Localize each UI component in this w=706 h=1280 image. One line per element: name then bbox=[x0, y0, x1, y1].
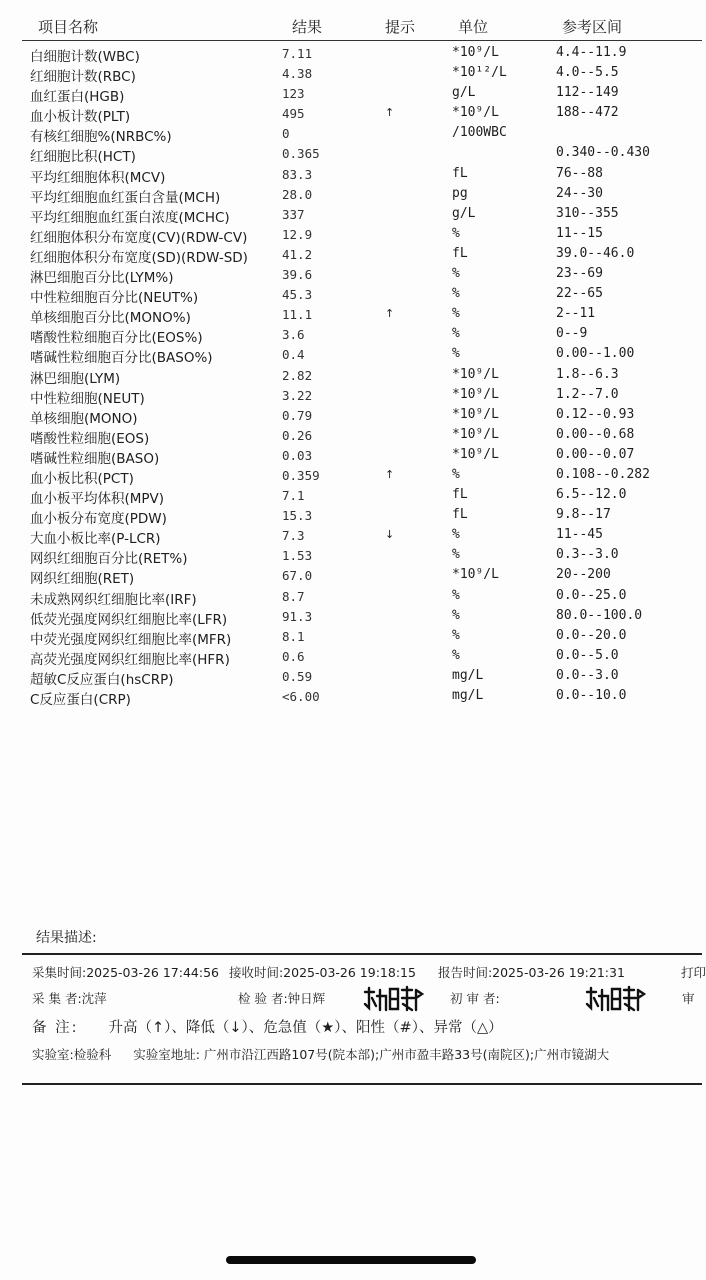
receive-time: 接收时间:2025-03-26 19:18:15 bbox=[228, 965, 416, 980]
final-review-label: 审 bbox=[682, 991, 695, 1006]
test-flag: ↑ bbox=[385, 106, 395, 120]
print-label: 打印 bbox=[681, 965, 706, 980]
test-unit: fL bbox=[452, 507, 468, 523]
test-name: 单核细胞(MONO) bbox=[30, 410, 138, 427]
test-result: 0.4 bbox=[282, 347, 305, 363]
test-unit: *10¹²/L bbox=[452, 65, 507, 81]
test-result: 495 bbox=[282, 106, 305, 122]
test-unit: % bbox=[452, 225, 460, 241]
test-name: C反应蛋白(CRP) bbox=[30, 692, 131, 708]
test-name: 血小板比积(PCT) bbox=[30, 470, 134, 487]
table-row bbox=[0, 124, 702, 144]
table-row bbox=[0, 84, 702, 104]
test-result: 0.365 bbox=[282, 146, 320, 162]
table-row bbox=[0, 185, 702, 205]
test-unit: *10⁹/L bbox=[452, 105, 499, 121]
table-row bbox=[0, 265, 702, 285]
test-name: 血小板计数(PLT) bbox=[30, 109, 131, 126]
test-name: 未成熟网织红细胞比率(IRF) bbox=[30, 591, 197, 608]
test-name: 血红蛋白(HGB) bbox=[30, 89, 125, 106]
test-name: 网织红细胞(RET) bbox=[30, 571, 135, 588]
test-reference: 310--355 bbox=[556, 205, 619, 221]
test-result: 39.6 bbox=[282, 267, 313, 283]
test-unit: mg/L bbox=[452, 688, 484, 703]
test-result: 8.1 bbox=[282, 628, 305, 644]
test-result: 12.9 bbox=[282, 226, 313, 242]
test-name: 红细胞比积(HCT) bbox=[30, 149, 136, 166]
table-row bbox=[0, 285, 702, 305]
test-reference: 11--45 bbox=[556, 527, 603, 543]
notes-label: 备 注: bbox=[32, 1020, 79, 1036]
test-name: 中荧光强度网织红细胞比率(MFR) bbox=[30, 631, 232, 648]
test-name: 嗜碱性粒细胞(BASO) bbox=[30, 450, 160, 467]
table-row bbox=[0, 406, 702, 426]
header-ref: 参考区间 bbox=[562, 18, 623, 36]
test-name: 网织红细胞百分比(RET%) bbox=[30, 551, 188, 568]
test-result: 4.38 bbox=[282, 66, 313, 82]
lab-name: 实验室:检验科 bbox=[32, 1047, 112, 1062]
test-reference: 22--65 bbox=[556, 286, 603, 302]
table-row bbox=[0, 486, 702, 506]
test-unit: *10⁹/L bbox=[452, 406, 499, 422]
test-reference: 4.4--11.9 bbox=[556, 45, 627, 60]
test-reference: 4.0--5.5 bbox=[556, 65, 619, 81]
table-row bbox=[0, 607, 702, 627]
test-unit: *10⁹/L bbox=[452, 45, 499, 60]
test-flag: ↑ bbox=[385, 467, 395, 481]
test-unit: fL bbox=[452, 487, 468, 503]
table-row bbox=[0, 446, 702, 466]
test-flag: ↓ bbox=[385, 528, 395, 542]
test-reference: 1.2--7.0 bbox=[556, 386, 619, 402]
test-result: 83.3 bbox=[282, 166, 313, 182]
test-reference: 0.108--0.282 bbox=[556, 466, 650, 482]
test-unit: % bbox=[452, 306, 460, 322]
notes-text: 升高（↑）、降低（↓）、危急值（★）、阳性（#）、异常（△） bbox=[108, 1020, 503, 1036]
test-result: 11.1 bbox=[282, 307, 313, 323]
test-result: 28.0 bbox=[282, 186, 313, 202]
test-name: 嗜酸性粒细胞(EOS) bbox=[30, 430, 150, 447]
table-row bbox=[0, 225, 702, 245]
table-row bbox=[0, 466, 702, 486]
test-result: 67.0 bbox=[282, 568, 313, 584]
test-name: 红细胞体积分布宽度(CV)(RDW-CV) bbox=[30, 229, 248, 246]
test-result: 3.22 bbox=[282, 387, 313, 403]
test-reference: 0.00--0.07 bbox=[556, 446, 635, 462]
table-row bbox=[0, 245, 702, 265]
test-name: 大血小板比率(P-LCR) bbox=[30, 531, 161, 548]
test-name: 淋巴细胞(LYM) bbox=[30, 370, 121, 387]
test-reference: 188--472 bbox=[556, 105, 619, 121]
test-result: 0.79 bbox=[282, 407, 313, 423]
test-reference: 9.8--17 bbox=[556, 507, 611, 523]
test-unit: /100WBC bbox=[452, 125, 507, 141]
test-result: 91.3 bbox=[282, 608, 313, 624]
test-unit: % bbox=[452, 547, 460, 563]
test-unit: *10⁹/L bbox=[452, 446, 499, 462]
test-reference: 24--30 bbox=[556, 185, 603, 201]
lab-line bbox=[32, 1045, 609, 1063]
table-row bbox=[0, 205, 702, 225]
test-name: 平均红细胞血红蛋白浓度(MCHC) bbox=[30, 209, 230, 226]
test-name: 中性粒细胞(NEUT) bbox=[30, 390, 145, 407]
test-name: 单核细胞百分比(MONO%) bbox=[30, 310, 191, 327]
test-reference: 0.00--0.68 bbox=[556, 426, 635, 442]
test-unit: % bbox=[452, 587, 460, 603]
test-flag: ↑ bbox=[385, 307, 395, 321]
test-reference: 0.0--25.0 bbox=[556, 587, 627, 603]
test-reference: 0.12--0.93 bbox=[556, 406, 635, 422]
reviewer-signature bbox=[584, 984, 646, 1014]
test-result: 0.59 bbox=[282, 668, 313, 684]
test-name: 有核红细胞%(NRBC%) bbox=[30, 129, 172, 146]
test-reference: 0--9 bbox=[556, 326, 588, 342]
test-name: 嗜碱性粒细胞百分比(BASO%) bbox=[30, 350, 213, 367]
table-row bbox=[0, 345, 702, 365]
test-reference: 0.340--0.430 bbox=[556, 145, 650, 161]
collector: 采 集 者:沈萍 bbox=[32, 991, 107, 1006]
lab-address: 实验室地址: 广州市沿江西路107号(院本部);广州市盈丰路33号(南院区);广州市镜湖大 bbox=[133, 1047, 610, 1062]
test-reference: 80.0--100.0 bbox=[556, 607, 643, 623]
footer-divider-top bbox=[22, 953, 702, 955]
results-table bbox=[0, 44, 702, 707]
test-result: 0 bbox=[282, 126, 290, 142]
test-name: 白细胞计数(WBC) bbox=[30, 49, 140, 65]
test-reference: 0.0--5.0 bbox=[556, 647, 619, 663]
table-row bbox=[0, 587, 702, 607]
table-row bbox=[0, 386, 702, 406]
test-unit: *10⁹/L bbox=[452, 366, 499, 382]
test-name: 淋巴细胞百分比(LYM%) bbox=[30, 270, 174, 287]
test-unit: % bbox=[452, 286, 460, 302]
test-name: 红细胞体积分布宽度(SD)(RDW-SD) bbox=[30, 249, 248, 266]
test-unit: *10⁹/L bbox=[452, 567, 499, 583]
test-unit: mg/L bbox=[452, 667, 484, 683]
table-row bbox=[0, 165, 702, 185]
test-unit: % bbox=[452, 326, 460, 342]
test-reference: 1.8--6.3 bbox=[556, 366, 619, 382]
test-reference: 6.5--12.0 bbox=[556, 487, 627, 503]
test-reference: 76--88 bbox=[556, 165, 603, 181]
test-unit: fL bbox=[452, 245, 468, 261]
inspector: 检 验 者:钟日辉 bbox=[238, 991, 326, 1006]
table-row bbox=[0, 305, 702, 325]
header-name: 项目名称 bbox=[38, 18, 99, 36]
test-unit: % bbox=[452, 346, 460, 362]
home-indicator[interactable] bbox=[226, 1256, 476, 1264]
test-reference: 39.0--46.0 bbox=[556, 245, 635, 261]
test-reference: 0.3--3.0 bbox=[556, 547, 619, 563]
test-result: 337 bbox=[282, 206, 305, 222]
test-name: 低荧光强度网织红细胞比率(LFR) bbox=[30, 611, 228, 628]
footer-divider-bottom bbox=[22, 1083, 702, 1085]
test-unit: % bbox=[452, 466, 460, 482]
test-result: 45.3 bbox=[282, 287, 313, 303]
table-row bbox=[0, 627, 702, 647]
table-row bbox=[0, 325, 702, 345]
test-reference: 0.0--20.0 bbox=[556, 627, 627, 643]
table-row bbox=[0, 667, 702, 687]
test-unit: % bbox=[452, 627, 460, 643]
test-result: 7.11 bbox=[282, 46, 313, 61]
test-unit: pg bbox=[452, 185, 468, 201]
test-result: 1.53 bbox=[282, 548, 313, 564]
table-row bbox=[0, 526, 702, 546]
test-result: 15.3 bbox=[282, 508, 313, 524]
table-row bbox=[0, 366, 702, 386]
test-reference: 0.00--1.00 bbox=[556, 346, 635, 362]
test-result: <6.00 bbox=[282, 689, 320, 704]
test-unit: *10⁹/L bbox=[452, 386, 499, 402]
header-result: 结果 bbox=[292, 18, 323, 36]
test-result: 8.7 bbox=[282, 588, 305, 604]
test-name: 血小板平均体积(MPV) bbox=[30, 491, 165, 508]
test-result: 7.3 bbox=[282, 528, 305, 544]
header-flag: 提示 bbox=[385, 18, 416, 36]
test-name: 中性粒细胞百分比(NEUT%) bbox=[30, 290, 199, 307]
inspector-signature bbox=[362, 984, 424, 1014]
test-reference: 0.0--3.0 bbox=[556, 667, 619, 683]
reviewer-label: 初 审 者: bbox=[450, 991, 500, 1006]
test-unit: % bbox=[452, 607, 460, 623]
table-row bbox=[0, 104, 702, 124]
table-row bbox=[0, 647, 702, 667]
test-name: 红细胞计数(RBC) bbox=[30, 69, 136, 86]
test-unit: g/L bbox=[452, 85, 476, 101]
header-divider bbox=[22, 40, 702, 41]
collect-time: 采集时间:2025-03-26 17:44:56 bbox=[32, 965, 219, 980]
test-reference: 0.0--10.0 bbox=[556, 688, 627, 703]
test-result: 0.03 bbox=[282, 447, 313, 463]
test-reference: 23--69 bbox=[556, 266, 603, 282]
table-row bbox=[0, 687, 702, 707]
table-header bbox=[0, 16, 702, 38]
notes-line bbox=[32, 1016, 503, 1037]
test-name: 高荧光强度网织红细胞比率(HFR) bbox=[30, 651, 230, 668]
test-name: 超敏C反应蛋白(hsCRP) bbox=[30, 671, 174, 688]
test-result: 7.1 bbox=[282, 488, 305, 504]
result-description-label: 结果描述: bbox=[36, 930, 97, 946]
test-result: 3.6 bbox=[282, 327, 305, 343]
times-line bbox=[32, 963, 625, 981]
test-result: 41.2 bbox=[282, 246, 313, 262]
table-row bbox=[0, 44, 702, 64]
table-row bbox=[0, 566, 702, 586]
table-row bbox=[0, 64, 702, 84]
test-result: 0.26 bbox=[282, 427, 313, 443]
test-reference: 11--15 bbox=[556, 225, 603, 241]
test-name: 嗜酸性粒细胞百分比(EOS%) bbox=[30, 330, 203, 347]
test-unit: fL bbox=[452, 165, 468, 181]
header-unit: 单位 bbox=[458, 18, 489, 36]
test-unit: % bbox=[452, 647, 460, 663]
test-unit: g/L bbox=[452, 205, 476, 221]
report-time: 报告时间:2025-03-26 19:21:31 bbox=[437, 965, 625, 980]
test-name: 血小板分布宽度(PDW) bbox=[30, 511, 167, 528]
test-unit: *10⁹/L bbox=[452, 426, 499, 442]
table-row bbox=[0, 426, 702, 446]
test-result: 2.82 bbox=[282, 367, 313, 383]
test-name: 平均红细胞体积(MCV) bbox=[30, 169, 166, 186]
test-result: 0.6 bbox=[282, 648, 305, 664]
test-name: 平均红细胞血红蛋白含量(MCH) bbox=[30, 189, 221, 206]
test-reference: 112--149 bbox=[556, 85, 619, 101]
table-row bbox=[0, 546, 702, 566]
test-unit: % bbox=[452, 527, 460, 543]
test-result: 123 bbox=[282, 86, 305, 102]
test-result: 0.359 bbox=[282, 467, 320, 483]
test-unit: % bbox=[452, 266, 460, 282]
table-row bbox=[0, 506, 702, 526]
table-row bbox=[0, 144, 702, 164]
test-reference: 2--11 bbox=[556, 306, 596, 322]
test-reference: 20--200 bbox=[556, 567, 611, 583]
